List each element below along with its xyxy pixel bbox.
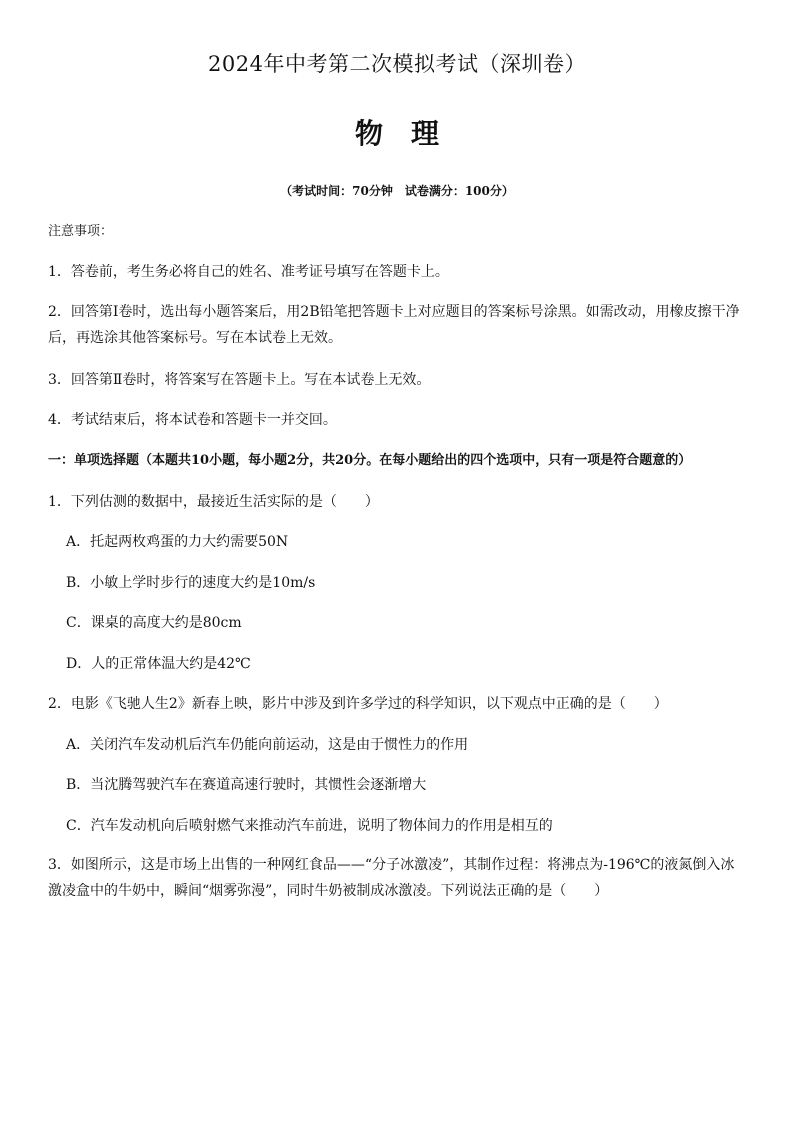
notice-item: 1．答卷前，考生务必将自己的姓名、准考证号填写在答题卡上。 xyxy=(48,264,449,280)
answer-option: A．关闭汽车发动机后汽车仍能向前运动，这是由于惯性力的作用 xyxy=(66,737,469,753)
notice-item: 3．回答第Ⅱ卷时，将答案写在答题卡上。写在本试卷上无效。 xyxy=(48,372,431,388)
answer-option: B．当沈腾驾驶汽车在赛道高速行驶时，其惯性会逐渐增大 xyxy=(66,777,427,793)
notice-heading: 注意事项： xyxy=(48,224,114,239)
answer-option: D．人的正常体温大约是42℃ xyxy=(66,656,251,672)
notice-item: 2．回答第Ⅰ卷时，选出每小题答案后，用2B铅笔把答题卡上对应题目的答案标号涂黑。如需改动，用橡皮擦干净后，再选涂其他答案标号。写在本试卷上无效。 xyxy=(48,304,740,346)
answer-option: B．小敏上学时步行的速度大约是10m/s xyxy=(66,575,316,591)
question-stem: 3．如图所示，这是市场上出售的一种网红食品——“分子冰激凌”，其制作过程：将沸点为-196℃的液氮倒入冰激凌盒中的牛奶中，瞬间“烟雾弥漫”，同时牛奶被制成冰激凌。下列说法正确的是（ ） xyxy=(48,857,735,899)
question-stem: 2．电影《飞驰人生2》新春上映，影片中涉及到许多学过的科学知识，以下观点中正确的是（ ） xyxy=(48,696,668,712)
exam-info: （考试时间：70分钟 试卷满分：100分） xyxy=(280,184,514,198)
answer-option: C．汽车发动机向后喷射燃气来推动汽车前进，说明了物体间力的作用是相互的 xyxy=(66,818,553,834)
notice-item: 4．考试结束后，将本试卷和答题卡一并交回。 xyxy=(48,412,337,428)
section-heading: 一：单项选择题（本题共10小题，每小题2分，共20分。在每小题给出的四个选项中，只有一项是符合题意的） xyxy=(48,453,692,468)
subject-title: 物理 xyxy=(354,117,467,150)
answer-option: C．课桌的高度大约是80cm xyxy=(66,615,242,631)
answer-option: A．托起两枚鸡蛋的力大约需要50N xyxy=(66,534,289,550)
exam-title: 2024年中考第二次模拟考试（深圳卷） xyxy=(208,52,586,76)
question-stem: 1．下列估测的数据中，最接近生活实际的是（ ） xyxy=(48,494,379,510)
